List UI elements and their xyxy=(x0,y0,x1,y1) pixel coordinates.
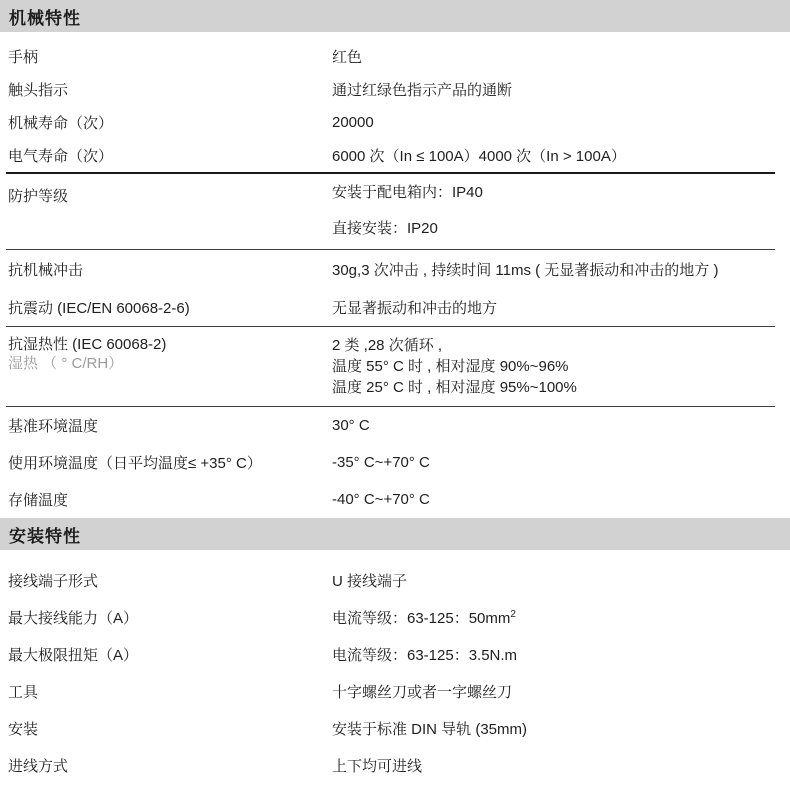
spec-value: -35° C~+70° C xyxy=(332,454,430,471)
spec-value: 6000 次（In ≤ 100A）4000 次（In > 100A） xyxy=(332,148,626,165)
spec-row-wire-entry xyxy=(0,747,790,784)
section-title-mechanical: 机械特性 xyxy=(9,8,81,28)
spec-value-group xyxy=(332,185,790,236)
section-body-mechanical xyxy=(0,32,790,518)
spec-label: 抗机械冲击 xyxy=(8,261,84,279)
spec-value: 安装于标准 DIN 导轨 (35mm) xyxy=(332,721,528,738)
spec-label: 防护等级 xyxy=(8,188,69,205)
spec-row-mechanical-life xyxy=(0,106,790,139)
spec-row-terminal-type xyxy=(0,562,790,599)
section-header-installation xyxy=(0,518,790,550)
spec-value: -40° C~+70° C xyxy=(332,491,430,508)
spec-row-contact-indication xyxy=(0,73,790,106)
spec-label: 机械寿命（次） xyxy=(8,115,114,132)
spec-value: 20000 xyxy=(332,114,374,131)
spec-label: 使用环境温度（日平均温度≤ +35° C） xyxy=(8,455,262,472)
spec-value: U 接线端子 xyxy=(332,573,408,590)
spec-value: 通过红绿色指示产品的通断 xyxy=(332,82,513,99)
spec-row-mounting xyxy=(0,710,790,747)
spec-row-electrical-life xyxy=(0,139,790,172)
spec-value-line: 安装于配电箱内：IP40 xyxy=(332,184,483,201)
spec-label: 抗湿热性 (IEC 60068-2) xyxy=(8,336,167,353)
spec-value-line: 2 类 ,28 次循环 , xyxy=(332,337,443,354)
spec-label: 进线方式 xyxy=(8,758,69,775)
spec-label: 工具 xyxy=(8,684,39,701)
section-header-mechanical xyxy=(0,0,790,32)
spec-value: 十字螺丝刀或者一字螺丝刀 xyxy=(332,684,513,701)
spec-value: 电流等级：63-125：3.5N.m xyxy=(332,647,518,664)
spec-label: 基准环境温度 xyxy=(8,418,99,435)
spec-row-max-wiring-capacity xyxy=(0,599,790,636)
section-title-installation: 安装特性 xyxy=(9,526,81,546)
spec-value-line: 温度 55° C 时 , 相对湿度 90%~96% xyxy=(332,358,569,375)
spec-value-group xyxy=(332,335,790,398)
spec-row-protection-degree xyxy=(0,174,790,249)
spec-value: 无显著振动和冲击的地方 xyxy=(332,299,498,317)
spec-row-damp-heat-resistance xyxy=(0,327,790,406)
spec-label: 接线端子形式 xyxy=(8,573,99,590)
spec-row-vibration-resistance xyxy=(0,288,790,326)
spec-value: 30° C xyxy=(332,417,370,434)
spec-value: 红色 xyxy=(332,49,363,66)
spec-label-group xyxy=(0,335,332,373)
spec-value-text: 电流等级：63-125：50mm xyxy=(332,610,511,627)
spec-label: 手柄 xyxy=(8,49,39,66)
spec-row-storage-temp xyxy=(0,481,790,518)
spec-sublabel: 湿热 （ ° C/RH） xyxy=(8,355,124,372)
spec-value xyxy=(332,607,790,628)
spec-label: 最大极限扭矩（A） xyxy=(8,647,139,664)
spec-value-line: 直接安装：IP20 xyxy=(332,220,438,237)
spec-label: 最大接线能力（A） xyxy=(8,610,139,627)
spec-value: 上下均可进线 xyxy=(332,758,423,775)
spec-row-tools xyxy=(0,673,790,710)
spec-label: 电气寿命（次） xyxy=(8,148,114,165)
superscript: 2 xyxy=(510,609,516,620)
spec-row-handle xyxy=(0,40,790,73)
spec-label: 安装 xyxy=(8,721,39,738)
spec-row-reference-ambient-temp xyxy=(0,407,790,444)
section-body-installation xyxy=(0,550,790,784)
spec-label: 触头指示 xyxy=(8,82,69,99)
spec-value: 30g,3 次冲击 , 持续时间 11ms ( 无显著振动和冲击的地方 ) xyxy=(332,261,719,279)
spec-row-operating-ambient-temp xyxy=(0,444,790,481)
spec-label: 抗震动 (IEC/EN 60068-2-6) xyxy=(8,299,190,317)
spec-row-shock-resistance xyxy=(0,250,790,288)
spec-row-max-torque xyxy=(0,636,790,673)
spec-value-line: 温度 25° C 时 , 相对湿度 95%~100% xyxy=(332,379,577,396)
spec-label: 存储温度 xyxy=(8,492,69,509)
